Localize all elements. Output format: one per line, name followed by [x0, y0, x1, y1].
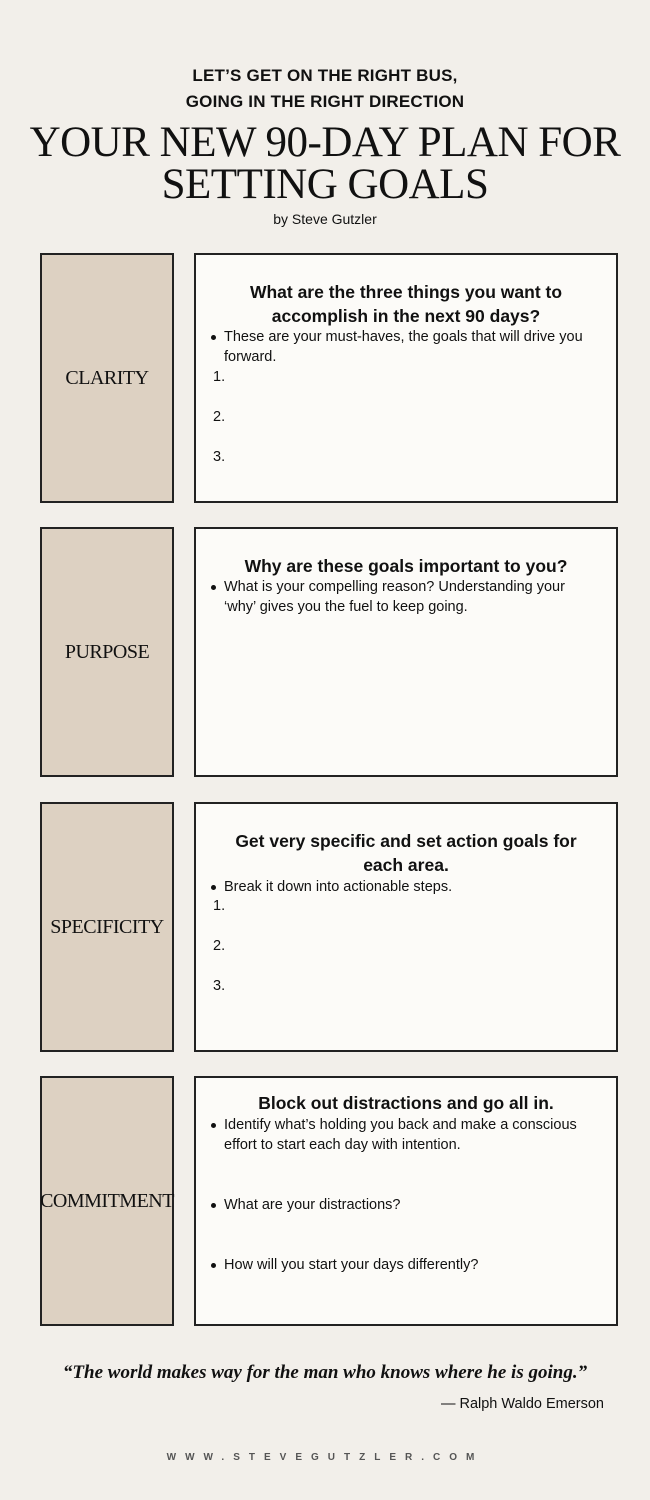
- section-question-line-2: each area.: [363, 855, 449, 875]
- kicker-line-1: LET’S GET ON THE RIGHT BUS,: [192, 66, 458, 85]
- section-label-box: [40, 1076, 174, 1326]
- numbered-line-1: 1.: [213, 369, 226, 385]
- numbered-line-3: 3.: [213, 978, 226, 994]
- bullet-item: [224, 577, 594, 617]
- byline: by Steve Gutzler: [273, 211, 377, 227]
- section-content-box: [194, 802, 618, 1052]
- numbered-line-1: 1.: [213, 898, 226, 914]
- section-content-box: [194, 527, 618, 777]
- bullet-item: [224, 1195, 594, 1215]
- bullet-item: [224, 327, 594, 367]
- page-title-line-1: YOUR NEW 90-DAY PLAN FOR: [29, 119, 621, 166]
- bullet-text: Break it down into actionable steps.: [224, 879, 453, 895]
- numbered-line-2: 2.: [213, 409, 226, 425]
- numbered-line-2: 2.: [213, 938, 226, 954]
- section-label: CLARITY: [65, 366, 149, 389]
- bullet-text: Identify what’s holding you back and make a conscious effort to start each day with intention.: [224, 1117, 577, 1153]
- section-specificity: [40, 802, 618, 1052]
- section-question-line-1: What are the three things you want to: [249, 282, 563, 302]
- quote-attribution: — Ralph Waldo Emerson: [440, 1396, 604, 1412]
- section-purpose: [40, 527, 618, 777]
- bullet-item: [224, 1115, 594, 1155]
- section-content-box: [194, 1076, 618, 1326]
- footer-quote: “The world makes way for the man who knows where he is going.”: [62, 1362, 588, 1383]
- section-question-line-1: Get very specific and set action goals for: [235, 831, 577, 851]
- page-title-line-2: SETTING GOALS: [161, 161, 489, 208]
- section-question-line-1: Block out distractions and go all in.: [258, 1093, 554, 1113]
- section-label-box: [40, 527, 174, 777]
- website-url: WWW.STEVEGUTZLER.COM: [166, 1452, 484, 1463]
- section-label-box: [40, 253, 174, 503]
- section-content-box: [194, 253, 618, 503]
- section-question-line-1: Why are these goals important to you?: [244, 556, 568, 576]
- numbered-line-3: 3.: [213, 449, 226, 465]
- section-commitment: [40, 1076, 618, 1326]
- section-label: COMMITMENT: [40, 1189, 174, 1212]
- section-question-line-2: accomplish in the next 90 days?: [271, 306, 541, 326]
- bullet-item: [224, 877, 594, 897]
- bullet-text: How will you start your days differently?: [224, 1257, 479, 1273]
- section-label-box: [40, 802, 174, 1052]
- section-label: PURPOSE: [64, 640, 150, 663]
- bullet-text: What are your distractions?: [224, 1197, 401, 1213]
- bullet-item: [224, 1255, 594, 1275]
- section-clarity: [40, 253, 618, 503]
- bullet-text: These are your must-haves, the goals that will drive you forward.: [224, 329, 583, 365]
- section-label: SPECIFICITY: [50, 915, 164, 938]
- bullet-text: What is your compelling reason? Understanding your ‘why’ gives you the fuel to keep going.: [224, 579, 565, 615]
- kicker-line-2: GOING IN THE RIGHT DIRECTION: [185, 92, 465, 111]
